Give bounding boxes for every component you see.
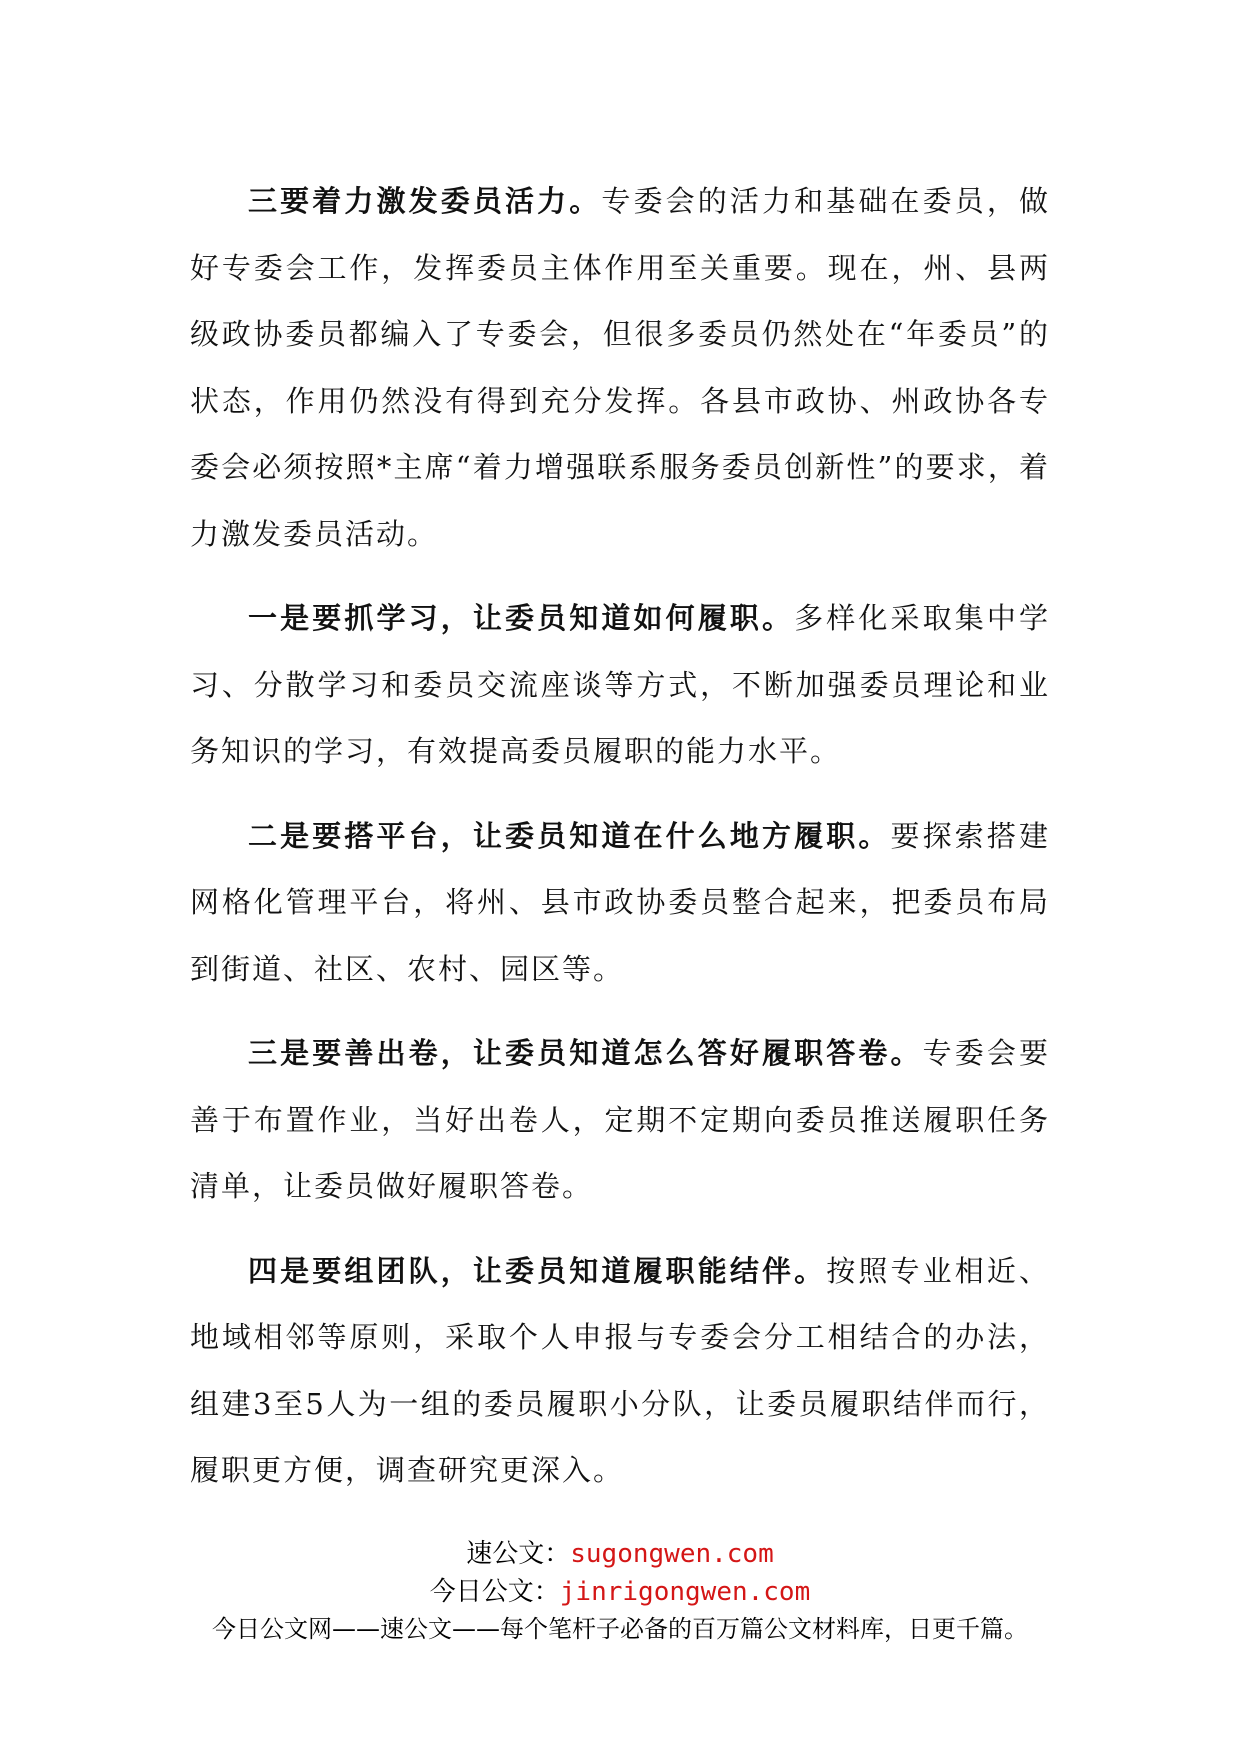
paragraph-4 <box>190 1020 1050 1220</box>
paragraph-1 <box>190 168 1050 567</box>
paragraph-3-lead: 二是要搭平台，让委员知道在什么地方履职。 <box>248 818 891 853</box>
document-body <box>190 168 1050 1522</box>
paragraph-1-lead: 三要着力激发委员活力。 <box>248 184 602 218</box>
watermark-footer <box>0 1535 1240 1647</box>
footer-label-sugongwen: 速公文： <box>466 1539 571 1569</box>
paragraph-4-body: 专委会要善于布置作业，当好出卷人，定期不定期向委员推送履职任务清单，让委员做好履职答卷。 <box>190 1036 1050 1203</box>
paragraph-2 <box>190 585 1050 785</box>
paragraph-5-lead: 四是要组团队，让委员知道履职能结伴。 <box>248 1253 827 1288</box>
paragraph-5-body: 按照专业相近、地域相邻等原则，采取个人申报与专委会分工相结合的办法，组建3至5人为一组的委员履职小分队，让委员履职结伴而行，履职更方便，调查研究更深入。 <box>190 1253 1050 1487</box>
paragraph-3 <box>190 803 1050 1003</box>
footer-label-jinrigongwen: 今日公文： <box>429 1577 560 1607</box>
footer-link-jinrigongwen[interactable]: jinrigongwen.com <box>559 1577 811 1607</box>
footer-link-sugongwen[interactable]: sugongwen.com <box>570 1539 774 1569</box>
footer-slogan: 今日公文网——速公文——每个笔杆子必备的百万篇公文材料库，日更千篇。 <box>212 1615 1028 1643</box>
paragraph-4-lead: 三是要善出卷，让委员知道怎么答好履职答卷。 <box>248 1036 923 1070</box>
paragraph-2-lead: 一是要抓学习，让委员知道如何履职。 <box>248 601 795 635</box>
footer-line-sugongwen <box>0 1535 1240 1573</box>
footer-line-jinrigongwen <box>0 1573 1240 1611</box>
paragraph-1-body: 专委会的活力和基础在委员，做好专委会工作，发挥委员主体作用至关重要。现在，州、县两级政协委员都编入了专委会，但很多委员仍然处在“年委员”的状态，作用仍然没有得到充分发挥。各县市政协、州政协各专委会必须按照*主席“着力增强联系服务委员创新性”的要求，着力激发委员活动。 <box>190 184 1050 551</box>
paragraph-2-body: 多样化采取集中学习、分散学习和委员交流座谈等方式，不断加强委员理论和业务知识的学习，有效提高委员履职的能力水平。 <box>190 601 1050 768</box>
paragraph-3-body: 要探索搭建网格化管理平台，将州、县市政协委员整合起来，把委员布局到街道、社区、农村、园区等。 <box>190 818 1050 986</box>
paragraph-5 <box>190 1238 1050 1504</box>
